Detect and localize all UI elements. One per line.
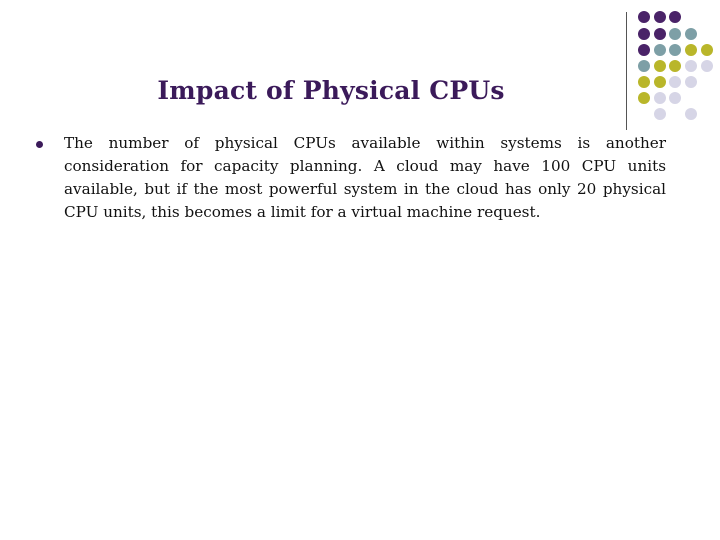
decorative-dot bbox=[669, 60, 681, 72]
decorative-dot bbox=[654, 11, 666, 23]
decorative-dot bbox=[638, 44, 650, 56]
decorative-dot bbox=[685, 76, 697, 88]
decorative-dot bbox=[654, 108, 666, 120]
bullet-text: The number of physical CPUs available within systems is another consideration for capacity planning. A cloud may have 100 CPU units available, but if the most powerful system in the cloud has only 20 physical CPU units, this becomes a limit for a virtual machine request. bbox=[64, 134, 666, 221]
decorative-dot bbox=[685, 44, 697, 56]
decorative-dot bbox=[638, 60, 650, 72]
bullet-dot-icon bbox=[36, 141, 43, 148]
decorative-dot bbox=[701, 60, 713, 72]
decorative-dot bbox=[669, 44, 681, 56]
decorative-dot bbox=[654, 60, 666, 72]
decorative-dot bbox=[685, 108, 697, 120]
decorative-dot bbox=[701, 44, 713, 56]
decorative-dot bbox=[685, 60, 697, 72]
decorative-dot bbox=[669, 28, 681, 40]
decorative-vertical-line bbox=[626, 12, 627, 130]
decorative-dot bbox=[685, 28, 697, 40]
decorative-dot bbox=[638, 11, 650, 23]
decorative-dot bbox=[669, 92, 681, 104]
decorative-dot bbox=[669, 11, 681, 23]
slide-title: Impact of Physical CPUs bbox=[157, 76, 505, 105]
decorative-dot bbox=[654, 44, 666, 56]
decorative-dot bbox=[669, 76, 681, 88]
decorative-dot bbox=[638, 28, 650, 40]
decorative-dot-grid bbox=[0, 0, 720, 140]
decorative-dot bbox=[654, 28, 666, 40]
